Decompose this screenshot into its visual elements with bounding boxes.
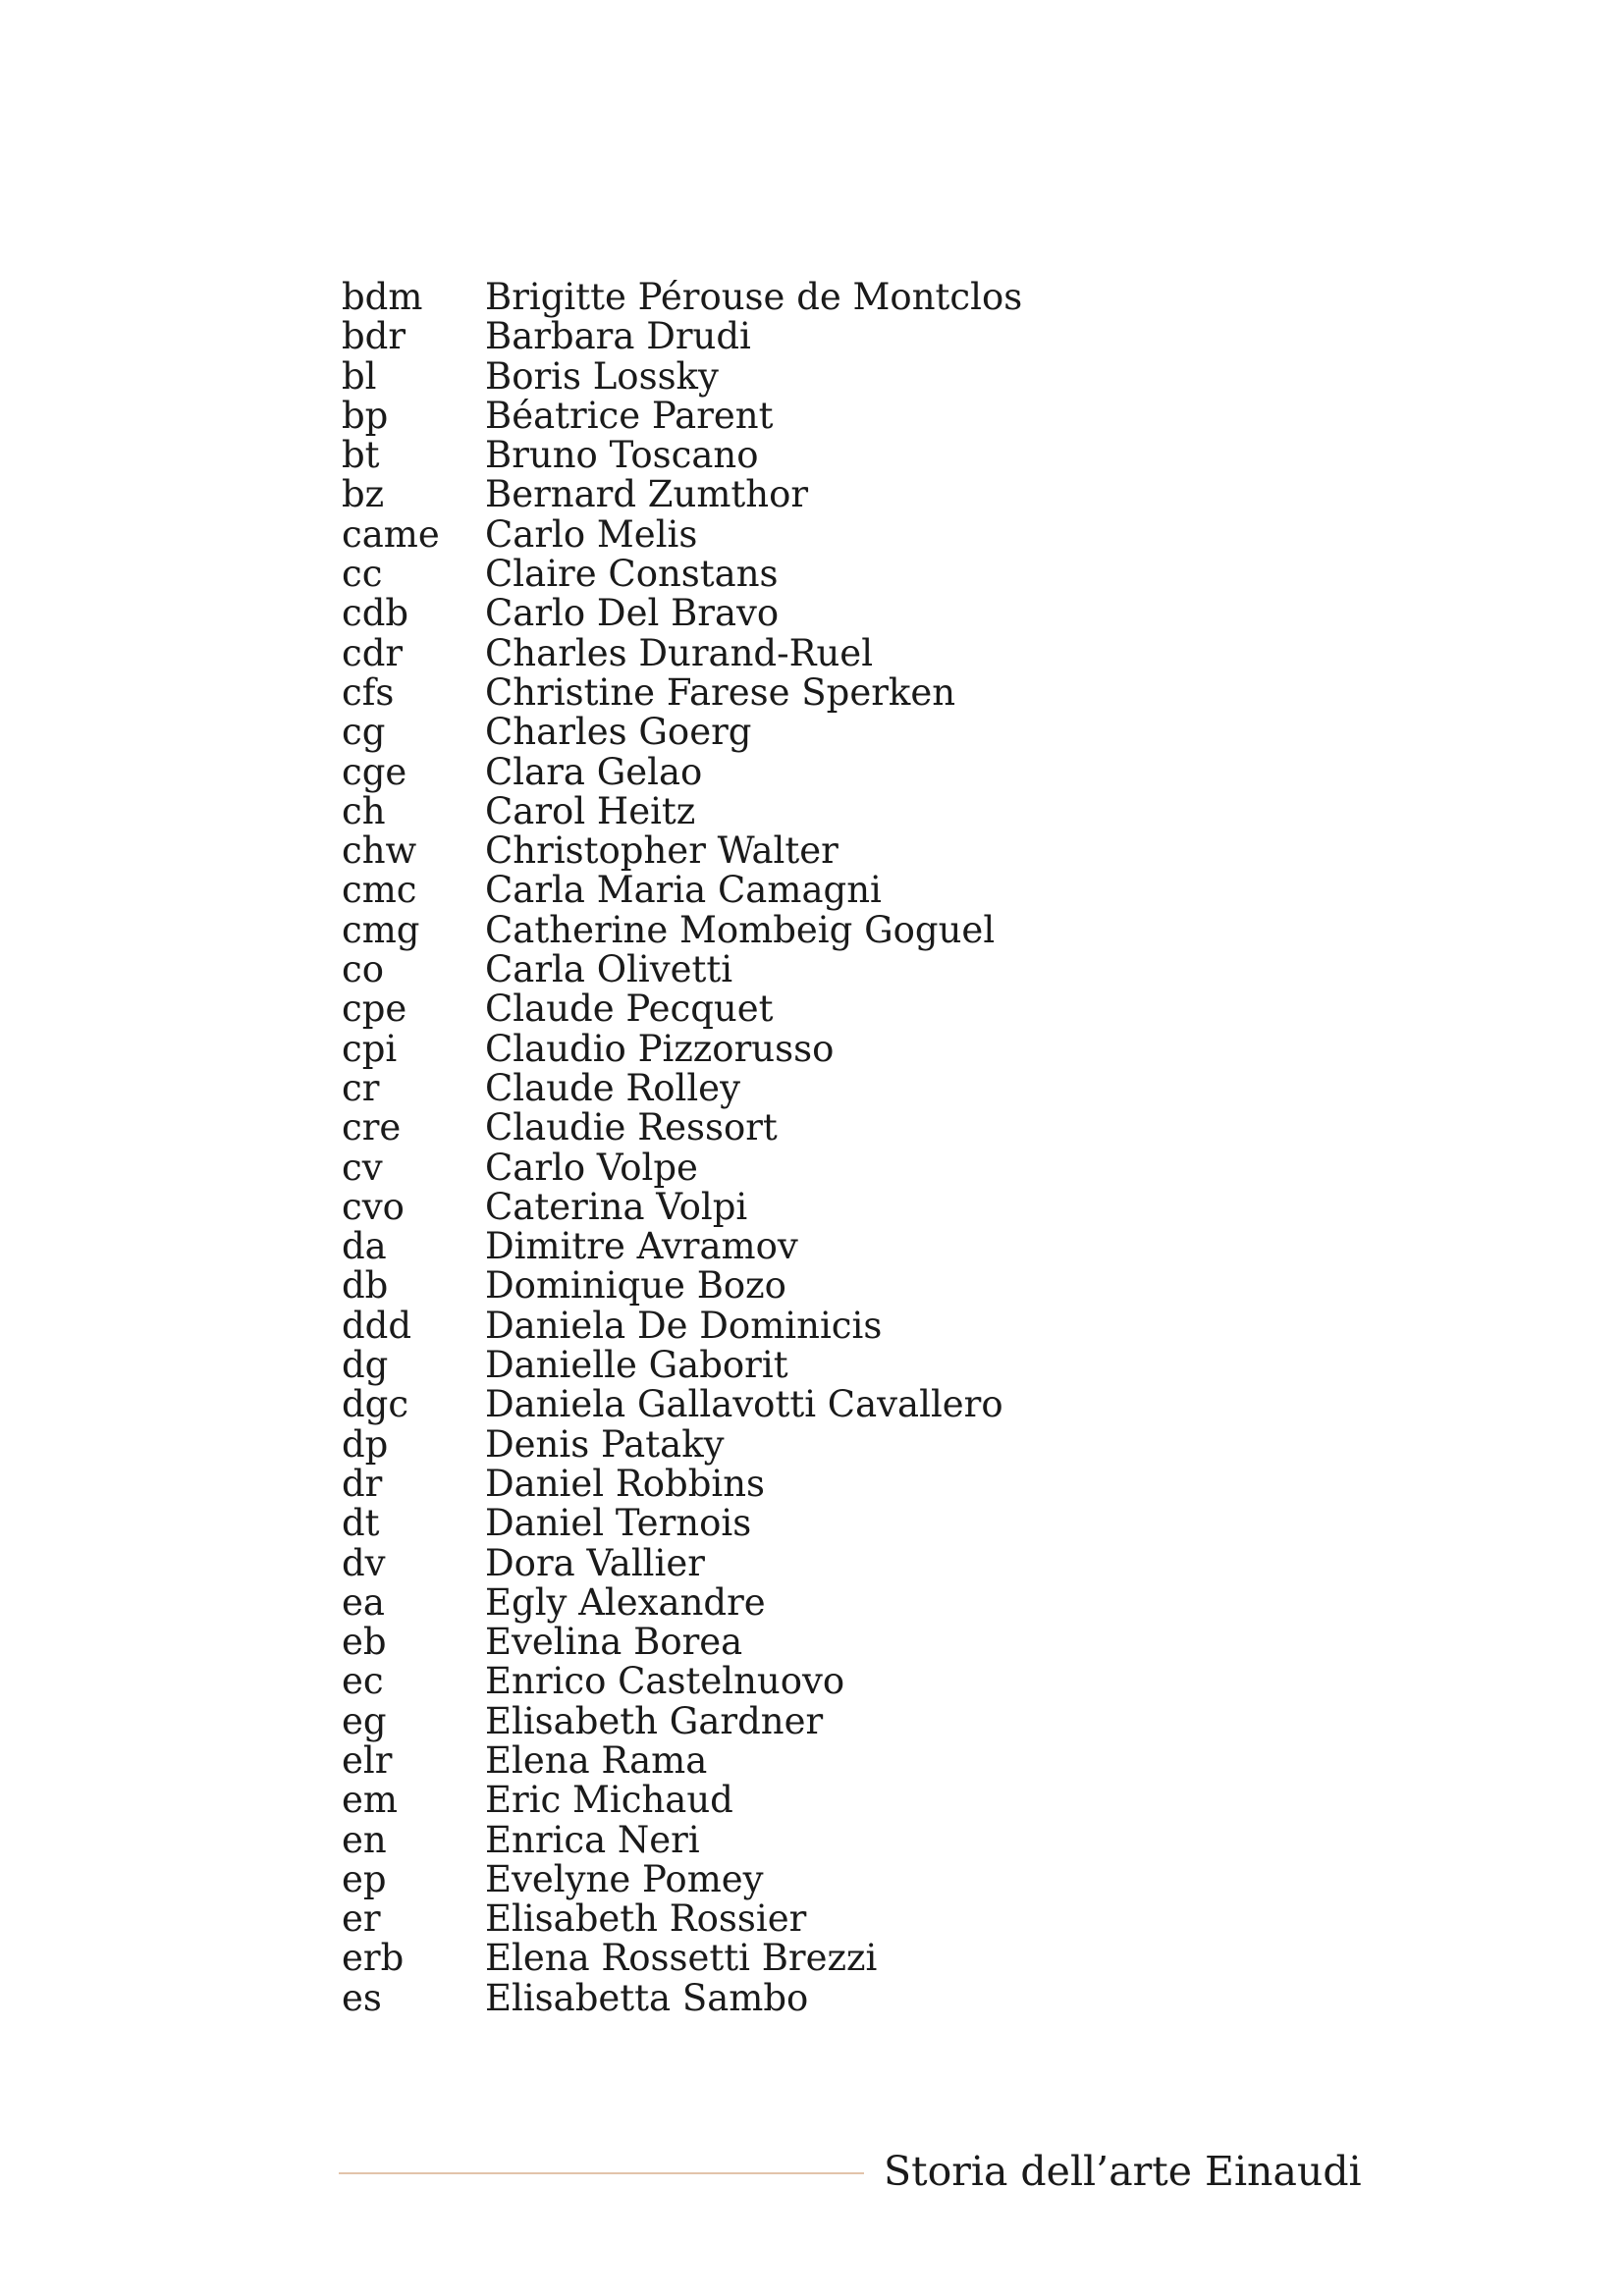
- entry-name: Claude Pecquet: [485, 988, 774, 1031]
- entry-name: Evelina Borea: [485, 1621, 743, 1664]
- entry-abbreviation: cg: [342, 711, 386, 754]
- list-item: [342, 1227, 1324, 1266]
- list-item: [342, 750, 1324, 793]
- list-item: [342, 950, 1324, 989]
- list-item: [342, 354, 1324, 398]
- list-item: [342, 1738, 1324, 1782]
- entry-abbreviation: ddd: [342, 1304, 412, 1347]
- entry-abbreviation: eg: [342, 1699, 387, 1742]
- list-item: [342, 475, 1324, 514]
- entry-abbreviation: da: [342, 1225, 387, 1268]
- entry-abbreviation: es: [342, 1976, 382, 2019]
- entry-name: Boris Lossky: [485, 354, 719, 398]
- list-item: [342, 555, 1324, 594]
- entry-name: Claudio Pizzorusso: [485, 1027, 835, 1070]
- list-item: [342, 1422, 1324, 1466]
- entry-name: Clara Gelao: [485, 750, 703, 793]
- entry-name: Elena Rama: [485, 1738, 708, 1782]
- list-item: [342, 1976, 1324, 2019]
- entry-abbreviation: cmc: [342, 869, 417, 912]
- entry-abbreviation: cmg: [342, 908, 420, 951]
- list-item: [342, 989, 1324, 1029]
- entry-abbreviation: came: [342, 512, 440, 556]
- list-item: [342, 1857, 1324, 1900]
- entry-name: Catherine Mombeig Goguel: [485, 908, 996, 951]
- entry-abbreviation: ch: [342, 789, 386, 832]
- contributor-list: [342, 278, 1324, 2018]
- list-item: [342, 1699, 1324, 1742]
- list-item: [342, 278, 1324, 317]
- entry-abbreviation: cv: [342, 1146, 383, 1189]
- entry-abbreviation: cge: [342, 750, 407, 793]
- entry-abbreviation: en: [342, 1818, 387, 1861]
- entry-name: Charles Goerg: [485, 711, 752, 754]
- entry-name: Carla Olivetti: [485, 948, 733, 991]
- list-item: [342, 1623, 1324, 1662]
- entry-abbreviation: cpi: [342, 1027, 398, 1070]
- list-item: [342, 1580, 1324, 1624]
- entry-abbreviation: er: [342, 1897, 381, 1941]
- list-item: [342, 1304, 1324, 1347]
- entry-name: Christopher Walter: [485, 829, 839, 873]
- list-item: [342, 1185, 1324, 1228]
- entry-abbreviation: cfs: [342, 670, 395, 714]
- entry-abbreviation: cvo: [342, 1185, 405, 1228]
- entry-abbreviation: bdr: [342, 315, 406, 358]
- list-item: [342, 512, 1324, 556]
- list-item: [342, 1462, 1324, 1505]
- entry-name: Egly Alexandre: [485, 1580, 766, 1624]
- entry-name: Claire Constans: [485, 553, 779, 596]
- list-item: [342, 1899, 1324, 1939]
- entry-name: Brigitte Pérouse de Montclos: [485, 276, 1023, 318]
- entry-name: Carlo Del Bravo: [485, 592, 780, 635]
- entry-name: Daniela Gallavotti Cavallero: [485, 1383, 1003, 1426]
- list-item: [342, 713, 1324, 752]
- entry-name: Carla Maria Camagni: [485, 869, 882, 912]
- entry-abbreviation: chw: [342, 829, 417, 873]
- entry-abbreviation: em: [342, 1779, 398, 1822]
- entry-abbreviation: cr: [342, 1066, 380, 1109]
- entry-abbreviation: dv: [342, 1541, 386, 1584]
- entry-abbreviation: cc: [342, 553, 383, 596]
- entry-name: Daniela De Dominicis: [485, 1304, 883, 1347]
- list-item: [342, 594, 1324, 633]
- list-item: [342, 1266, 1324, 1306]
- list-item: [342, 1939, 1324, 1978]
- entry-name: Enrica Neri: [485, 1818, 700, 1861]
- entry-name: Danielle Gaborit: [485, 1344, 788, 1387]
- entry-name: Bernard Zumthor: [485, 473, 809, 516]
- footer-rule: [339, 2172, 864, 2174]
- entry-name: Elisabeth Gardner: [485, 1699, 824, 1742]
- entry-abbreviation: cdb: [342, 592, 409, 635]
- list-item: [342, 394, 1324, 437]
- entry-name: Elisabeth Rossier: [485, 1897, 807, 1941]
- list-item: [342, 789, 1324, 832]
- entry-name: Carlo Volpe: [485, 1146, 698, 1189]
- entry-abbreviation: dt: [342, 1502, 380, 1545]
- list-item: [342, 1385, 1324, 1424]
- list-item: [342, 1818, 1324, 1861]
- entry-name: Elisabetta Sambo: [485, 1976, 809, 2019]
- entry-name: Elena Rossetti Brezzi: [485, 1937, 878, 1980]
- list-item: [342, 631, 1324, 674]
- entry-name: Evelyne Pomey: [485, 1857, 764, 1900]
- entry-name: Eric Michaud: [485, 1779, 733, 1822]
- entry-abbreviation: bz: [342, 473, 385, 516]
- entry-name: Christine Farese Sperken: [485, 670, 956, 714]
- list-item: [342, 317, 1324, 356]
- list-item: [342, 831, 1324, 871]
- entry-name: Barbara Drudi: [485, 315, 751, 358]
- list-item: [342, 1504, 1324, 1543]
- entry-abbreviation: cre: [342, 1106, 402, 1149]
- entry-name: Enrico Castelnuovo: [485, 1660, 845, 1703]
- list-item: [342, 908, 1324, 951]
- entry-abbreviation: dgc: [342, 1383, 409, 1426]
- entry-name: Béatrice Parent: [485, 394, 774, 437]
- entry-name: Dominique Bozo: [485, 1264, 786, 1308]
- list-item: [342, 1027, 1324, 1070]
- entry-name: Daniel Robbins: [485, 1462, 766, 1505]
- entry-name: Claude Rolley: [485, 1066, 740, 1109]
- entry-abbreviation: bp: [342, 394, 389, 437]
- entry-abbreviation: bl: [342, 354, 377, 398]
- list-item: [342, 1066, 1324, 1109]
- list-item: [342, 436, 1324, 475]
- list-item: [342, 1662, 1324, 1701]
- entry-abbreviation: ep: [342, 1857, 387, 1900]
- list-item: [342, 871, 1324, 910]
- list-item: [342, 1108, 1324, 1148]
- list-item: [342, 670, 1324, 714]
- entry-abbreviation: ec: [342, 1660, 384, 1703]
- entry-abbreviation: bdm: [342, 276, 423, 318]
- entry-name: Denis Pataky: [485, 1422, 725, 1466]
- entry-name: Bruno Toscano: [485, 434, 759, 477]
- entry-name: Daniel Ternois: [485, 1502, 752, 1545]
- entry-abbreviation: cpe: [342, 988, 407, 1031]
- list-item: [342, 1781, 1324, 1820]
- entry-abbreviation: bt: [342, 434, 380, 477]
- entry-abbreviation: dr: [342, 1462, 383, 1505]
- entry-name: Carlo Melis: [485, 512, 698, 556]
- entry-name: Carol Heitz: [485, 789, 696, 832]
- entry-abbreviation: db: [342, 1264, 389, 1308]
- entry-abbreviation: cdr: [342, 631, 404, 674]
- entry-abbreviation: dp: [342, 1422, 389, 1466]
- entry-abbreviation: co: [342, 948, 384, 991]
- entry-name: Dora Vallier: [485, 1541, 705, 1584]
- footer-title: Storia dell’arte Einaudi: [884, 2148, 1362, 2195]
- entry-abbreviation: eb: [342, 1621, 387, 1664]
- entry-abbreviation: ea: [342, 1580, 385, 1624]
- entry-name: Claudie Ressort: [485, 1106, 778, 1149]
- entry-name: Charles Durand-Ruel: [485, 631, 874, 674]
- entry-abbreviation: erb: [342, 1937, 405, 1980]
- entry-name: Caterina Volpi: [485, 1185, 748, 1228]
- entry-abbreviation: elr: [342, 1738, 393, 1782]
- list-item: [342, 1148, 1324, 1188]
- list-item: [342, 1541, 1324, 1584]
- entry-abbreviation: dg: [342, 1344, 389, 1387]
- entry-name: Dimitre Avramov: [485, 1225, 798, 1268]
- list-item: [342, 1346, 1324, 1385]
